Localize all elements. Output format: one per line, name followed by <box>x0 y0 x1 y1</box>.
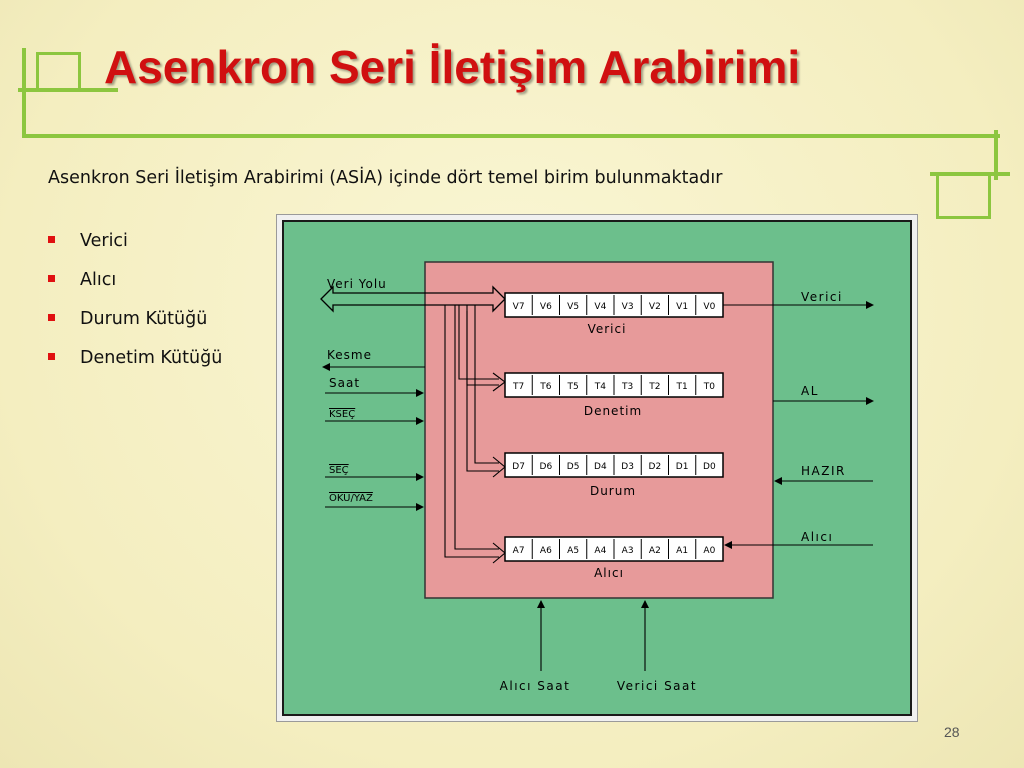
receive-ready-label: AL <box>801 384 819 398</box>
slide-title: Asenkron Seri İletişim Arabirimi <box>104 41 801 93</box>
register-bit: V6 <box>539 302 552 312</box>
register-bit: V5 <box>567 302 580 312</box>
bullet-item <box>48 267 222 306</box>
bullet-item <box>48 345 222 384</box>
bullet-square-icon <box>48 236 55 243</box>
register-bit: D5 <box>566 462 580 472</box>
interrupt-label: Kesme <box>327 348 372 362</box>
register-bit: D0 <box>703 462 716 472</box>
register-bit: T7 <box>513 382 525 392</box>
register-bit: T6 <box>540 382 552 392</box>
transmitter-clock-label: Verici Saat <box>616 679 698 693</box>
register-bit: A3 <box>621 546 634 556</box>
register-bit: D6 <box>539 462 553 472</box>
register-bit: D3 <box>621 462 634 472</box>
bullet-text: Durum Kütüğü <box>80 309 208 329</box>
register-bit: V1 <box>676 302 689 312</box>
page-number: 28 <box>944 724 960 740</box>
slide-subtitle: Asenkron Seri İletişim Arabirimi (ASİA) içinde dört temel birim bulunmaktadır <box>48 168 723 188</box>
register-bit: D1 <box>675 462 689 472</box>
register-bit: D2 <box>648 462 662 472</box>
bullet-text: Alıcı <box>80 270 117 290</box>
register-bit: A4 <box>594 546 607 556</box>
chip-select-label: KSEÇ <box>329 409 356 420</box>
read-write-label: OKU/YAZ <box>329 493 373 504</box>
register-label: Durum <box>589 484 637 498</box>
bullet-square-icon <box>48 353 55 360</box>
register-bit: T4 <box>594 382 606 392</box>
bullet-text: Verici <box>80 231 128 251</box>
register-bit: T1 <box>676 382 688 392</box>
register-bit: A2 <box>648 546 661 556</box>
receiver-clock-label: Alıcı Saat <box>499 679 571 693</box>
bullet-square-icon <box>48 314 55 321</box>
register-bit: V7 <box>512 302 525 312</box>
select-label: SEÇ <box>329 465 349 476</box>
register-label: Denetim <box>583 404 643 418</box>
receive-label: Alıcı <box>801 530 834 544</box>
ready-label: HAZIR <box>801 464 846 478</box>
asia-block-diagram <box>276 214 918 722</box>
diagram-canvas <box>277 215 917 721</box>
bullet-item <box>48 228 222 267</box>
bullet-list <box>48 228 222 384</box>
register-bit: A6 <box>539 546 552 556</box>
bullet-item <box>48 306 222 345</box>
bullet-text: Denetim Kütüğü <box>80 348 223 368</box>
register-bit: V0 <box>703 302 716 312</box>
register-bit: V2 <box>648 302 661 312</box>
register-bit: A7 <box>512 546 525 556</box>
register-bit: V4 <box>594 302 607 312</box>
register-bit: T5 <box>567 382 579 392</box>
data-bus-label: Veri Yolu <box>327 277 387 291</box>
register-bit: D4 <box>594 462 607 472</box>
register-label: Verici <box>587 322 627 336</box>
register-bit: D7 <box>512 462 525 472</box>
register-bit: T3 <box>622 382 634 392</box>
register-label: Alıcı <box>594 566 624 580</box>
register-bit: T0 <box>703 382 715 392</box>
register-bit: T2 <box>649 382 661 392</box>
register-bit: A5 <box>567 546 580 556</box>
clock-label: Saat <box>329 376 361 390</box>
bullet-square-icon <box>48 275 55 282</box>
transmit-label: Verici <box>801 290 843 304</box>
register-bit: A0 <box>703 546 716 556</box>
register-bit: A1 <box>676 546 689 556</box>
register-bit: V3 <box>621 302 634 312</box>
